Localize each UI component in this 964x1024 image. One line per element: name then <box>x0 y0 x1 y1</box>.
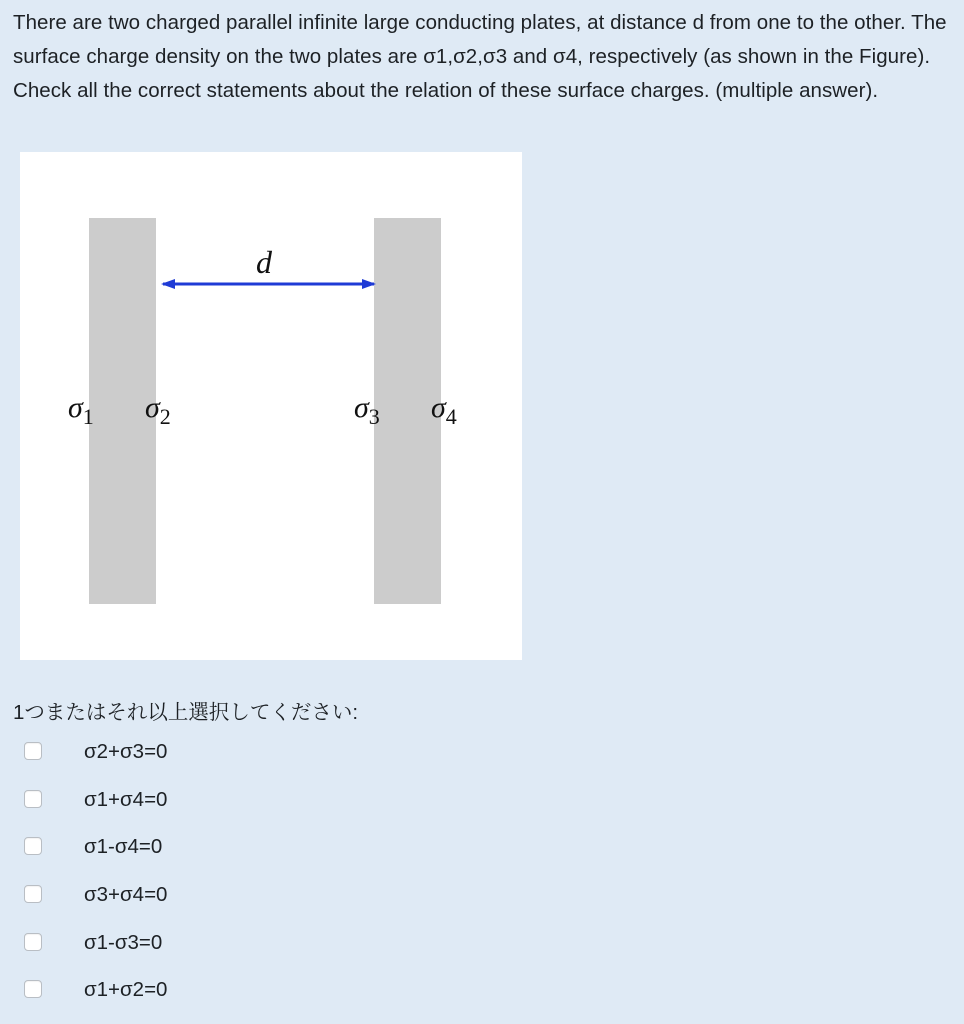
answer-option[interactable] <box>0 731 600 779</box>
answer-option[interactable] <box>0 874 600 922</box>
answer-checkbox[interactable] <box>24 837 42 855</box>
distance-label: d <box>256 244 272 280</box>
answer-label[interactable]: σ1+σ4=0 <box>84 787 168 811</box>
answer-option[interactable] <box>0 922 600 970</box>
answer-label[interactable]: σ1-σ3=0 <box>84 930 163 954</box>
answer-option[interactable] <box>0 826 600 874</box>
answer-checkbox[interactable] <box>24 933 42 951</box>
answer-option[interactable] <box>0 779 600 827</box>
answer-checkbox[interactable] <box>24 980 42 998</box>
answer-checkbox[interactable] <box>24 742 42 760</box>
sigma-3-label: $\sigma_3$ <box>354 391 380 429</box>
sigma-2-label: $\sigma_2$ <box>145 391 171 429</box>
answer-label[interactable]: σ1+σ2=0 <box>84 978 168 1002</box>
sigma-4-label: $\sigma_4$ <box>431 391 457 429</box>
answer-checkbox[interactable] <box>24 790 42 808</box>
question-text: There are two charged parallel infinite large conducting plates, at distance d from one to the other. The surface charge density on the two plates are σ1,σ2,σ3 and σ4, respectively (as shown in the Figure). Check all the correct statements about the relation of these surface charges. (multiple answer). <box>13 11 947 102</box>
answer-checkbox[interactable] <box>24 885 42 903</box>
answer-label[interactable]: σ3+σ4=0 <box>84 883 168 907</box>
parallel-plates-diagram <box>20 152 522 660</box>
question-figure <box>20 152 522 660</box>
answer-label[interactable]: σ1-σ4=0 <box>84 835 163 859</box>
answer-prompt: 1つまたはそれ以上選択してください: <box>13 701 359 724</box>
answer-label[interactable]: σ2+σ3=0 <box>84 740 168 763</box>
answer-list <box>0 731 600 1017</box>
sigma-1-label: $\sigma_1$ <box>68 391 94 429</box>
answer-option[interactable] <box>0 969 600 1017</box>
